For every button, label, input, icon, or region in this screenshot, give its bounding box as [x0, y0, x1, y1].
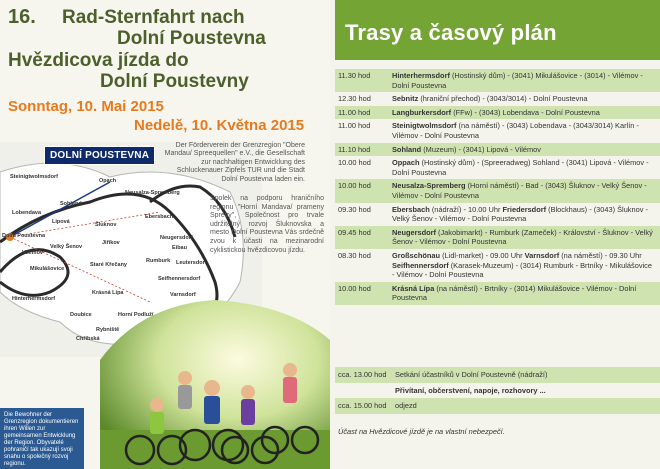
event-row [335, 367, 660, 383]
route-time: 11.00 hod [338, 121, 371, 131]
map-place: Jiříkov [102, 240, 120, 246]
map-place: Rybniště [96, 327, 120, 333]
map-place: Leutersdorf [176, 260, 207, 266]
route-description: Oppach (Hostinský dům) - (Spreeradweg) Sohland - (3041) Lipová - Vilémov - Dolní Poustevna [392, 158, 649, 177]
photo-caption: Die Bewohner der Grenzregion dokumentieren ihren Willen zur gemeinsamen Entwicklung der Region. Obyvatelé pohraničí tak ukazují svoji snahu o společný rozvoj regionu. [0, 408, 84, 469]
intro-text-german: Der Förderverein der Grenzregion "Obere Mandau/ Spreequellen" e.V., die Gesellschaft zur nachhaltigen Entwicklung des Schluckenauer Zipfels TUR und die Stadt Dolní Poustevna laden ein. [164, 142, 305, 183]
route-time: 10.00 hod [338, 283, 371, 293]
route-time: 09.45 hod [338, 227, 371, 237]
route-time: 11.10 hod [338, 144, 371, 154]
event-time [338, 386, 395, 396]
route-time: 10.00 hod [338, 181, 371, 191]
map-place: Doubice [70, 312, 92, 318]
map-place: Dolní Poustevna [2, 233, 46, 239]
schedule-table [335, 69, 660, 305]
route-row [335, 69, 660, 92]
map-place: Staré Křečany [90, 262, 127, 268]
intro-text-czech: Spolek na podporu hraničního regionu "Horní Mandava/ prameny Sprévy", Společnost pro trvale udržitelný rozvoj Šluknovska a mesto Dolní Poustevna Vás srdečně zvou k účasti na mezinarodní cyklistickou hvězdicovou jízdu. [210, 195, 324, 254]
date-czech: Nedelě, 10. Května 2015 [134, 117, 305, 134]
map-place: Mikulášovice [30, 266, 65, 272]
schedule-title: Trasy a časový plán [345, 20, 557, 45]
route-row [335, 282, 660, 305]
map-place: Vilémov [22, 250, 43, 256]
title-line-3: Hvězdicova jízda do [8, 50, 189, 71]
route-description: Neusalza-Spremberg (Horní náměstí) - Bad - (3043) Šluknov - Velký Šenov - Vilémov - Dolní Poustevna [392, 181, 647, 200]
map-place: Sohland [60, 201, 82, 207]
title-line-4: Dolní Poustevny [100, 71, 249, 92]
cyclists-illustration [100, 300, 330, 469]
route-description: Steinigtwolmsdorf (na náměstí) - (3043) Lobendava - (3043/3014) Karlín - Vilémov - Dolní Poustevna [392, 121, 639, 140]
route-row [335, 179, 660, 202]
route-row [335, 92, 660, 106]
route-time: 11.00 hod [338, 107, 371, 117]
map-place: Neugersdorf [160, 235, 193, 241]
map-place: Šluknov [95, 222, 117, 228]
event-row [335, 398, 660, 414]
route-description: Krásná Lípa (na náměstí) - Brtníky - (3014) Mikulášovice - Vilémov - Dolní Poustevna [392, 283, 637, 303]
route-row [335, 156, 660, 179]
route-description: Sebnitz (hraniční přechod) - (3043/3014) - Dolní Poustevna [392, 94, 588, 104]
map-place: Steinigtwolmsdorf [10, 174, 58, 180]
schedule-header [335, 0, 660, 60]
route-description: Langburkersdorf (FFw) - (3043) Lobendava - Dolní Poustevna [392, 107, 600, 117]
map-place: Velký Šenov [50, 244, 83, 250]
map-place: Eibau [172, 245, 187, 251]
map-place: Hinterhermsdorf [12, 296, 56, 302]
title-number: 16. [8, 6, 36, 28]
title-line-1: Rad-Sternfahrt nach [62, 7, 245, 28]
route-description: Großschönau (Lidl-market) - 09.00 Uhr Varnsdorf (na náměstí) - 09.30 Uhr Seifhennersdorf (Karasek-Muzeum) - (3014) Rumburk - Brtníky - Mikulášovice - Vilémov - Dolní Poustevna [392, 250, 652, 280]
map-place: Neusalza-Spremberg [125, 190, 180, 196]
route-time: 09.30 hod [338, 204, 371, 214]
map-badge-dolni-poustevna: DOLNÍ POUSTEVNA [44, 146, 155, 165]
event-row [335, 383, 660, 399]
cyclists-photo [100, 300, 330, 469]
route-description: Hinterhermsdorf (Hostinský dům) - (3041) Mikulášovice - (3014) - Vilémov - Dolní Poustevna [392, 71, 643, 90]
map-place: Varnsdorf [170, 292, 196, 298]
route-row [335, 226, 660, 249]
right-panel [330, 0, 660, 469]
map-place: Ebersbach [145, 214, 174, 220]
map-place: Seifhennersdorf [158, 276, 201, 282]
map-place: Rumburk [146, 258, 171, 264]
route-description: Sohland (Muzeum) - (3041) Lipová - Vilémov [392, 144, 541, 154]
route-time: 10.00 hod [338, 158, 371, 168]
route-row [335, 106, 660, 120]
event-text: Přivítaní, občerstvení, napoje, rozhovory ... [395, 385, 546, 395]
map-place: Lobendava [12, 210, 42, 216]
map-place: Lipová [52, 219, 70, 225]
event-time: cca. 15.00 hod [338, 401, 387, 411]
event-text: odjezd [395, 401, 417, 411]
route-time: 12.30 hod [338, 94, 371, 104]
route-row [335, 143, 660, 157]
map-place: Krásná Lípa [92, 290, 124, 296]
route-description: Neugersdorf (Jakobimarkt) - Rumburk (Zameček) - Království - Šluknov - Velký Šenov - Vilémov - Dolní Poustevna [392, 227, 653, 247]
map-place: Horní Podluží [118, 312, 154, 318]
date-german: Sonntag, 10. Mai 2015 [8, 98, 164, 115]
map-place: Opach [99, 178, 117, 184]
map-place: Chřibská [76, 336, 100, 342]
route-row [335, 249, 660, 282]
route-row [335, 203, 660, 226]
route-time: 11.30 hod [338, 71, 371, 80]
disclaimer-note: Účast na Hvězdicové jízdě je na vlastní nebezpečí. [338, 427, 505, 436]
event-text: Setkání účastníků v Dolní Poustevně (nádraží) [395, 370, 548, 379]
route-description: Ebersbach (nádraží) - 10.00 Uhr Friedersdorf (Blockhaus) - (3043) Šluknov - Velký Šenov - Vilémov - Dolní Poustevna [392, 204, 648, 224]
event-schedule [335, 367, 660, 414]
event-time: cca. 13.00 hod [338, 370, 387, 379]
route-row [335, 119, 660, 142]
title-line-2: Dolní Poustevna [117, 28, 266, 49]
route-time: 08.30 hod [338, 250, 371, 260]
